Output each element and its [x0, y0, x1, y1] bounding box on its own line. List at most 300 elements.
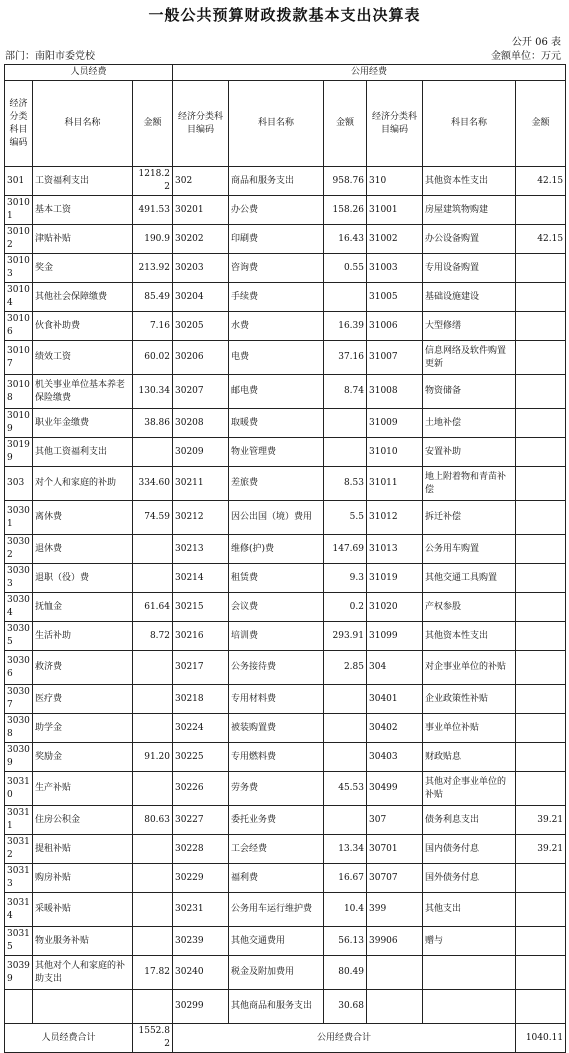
personnel-code-cell: 30109: [5, 409, 33, 438]
public-1-amount-cell: 37.16: [324, 341, 367, 375]
table-row: [5, 622, 566, 651]
table-row: [5, 438, 566, 467]
public-amount-header-1: 金额: [324, 81, 367, 167]
public-1-code-cell: 30209: [173, 438, 229, 467]
public-2-name-cell: 专用设备购置: [423, 254, 516, 283]
totals-row: [5, 1024, 566, 1053]
public-1-amount-cell: [324, 409, 367, 438]
personnel-code-cell: 30312: [5, 835, 33, 864]
public-2-code-cell: 31013: [367, 535, 423, 564]
personnel-name-cell: 住房公积金: [33, 806, 133, 835]
public-2-name-cell: 其他资本性支出: [423, 622, 516, 651]
personnel-amount-cell: 61.64: [133, 593, 173, 622]
public-2-name-cell: 对企事业单位的补贴: [423, 651, 516, 685]
personnel-name-cell: 其他社会保障缴费: [33, 283, 133, 312]
personnel-name-cell: 奖励金: [33, 743, 133, 772]
personnel-name-cell: 基本工资: [33, 196, 133, 225]
public-1-name-cell: 其他商品和服务支出: [229, 990, 324, 1024]
personnel-code-cell: 30304: [5, 593, 33, 622]
public-1-amount-cell: 13.34: [324, 835, 367, 864]
public-2-name-cell: 土地补偿: [423, 409, 516, 438]
personnel-amount-cell: 60.02: [133, 341, 173, 375]
public-1-amount-cell: 2.85: [324, 651, 367, 685]
public-2-name-cell: 赠与: [423, 927, 516, 956]
public-1-name-cell: 会议费: [229, 593, 324, 622]
personnel-name-cell: 提租补贴: [33, 835, 133, 864]
public-1-code-cell: 30207: [173, 375, 229, 409]
public-1-name-cell: 委托业务费: [229, 806, 324, 835]
personnel-code-cell: 30313: [5, 864, 33, 893]
public-2-amount-cell: [516, 438, 566, 467]
public-2-code-cell: 31007: [367, 341, 423, 375]
public-1-name-cell: 公务接待费: [229, 651, 324, 685]
personnel-code-cell: 30108: [5, 375, 33, 409]
public-1-code-cell: 30231: [173, 893, 229, 927]
form-number: 公开 06 表: [511, 37, 561, 48]
public-1-code-cell: 30299: [173, 990, 229, 1024]
public-2-code-cell: 31010: [367, 438, 423, 467]
personnel-code-cell: 30102: [5, 225, 33, 254]
table-row: [5, 409, 566, 438]
personnel-code-cell: 30107: [5, 341, 33, 375]
public-2-code-cell: 31019: [367, 564, 423, 593]
personnel-name-cell: 职业年金缴费: [33, 409, 133, 438]
amount-unit-label: 金额单位：万元: [491, 51, 561, 62]
personnel-name-cell: 助学金: [33, 714, 133, 743]
public-1-name-cell: 福利费: [229, 864, 324, 893]
public-2-code-cell: 30402: [367, 714, 423, 743]
public-2-name-cell: 物资储备: [423, 375, 516, 409]
personnel-name-cell: 绩效工资: [33, 341, 133, 375]
personnel-code-header: 经济分类科目编码: [5, 81, 33, 167]
personnel-name-cell: 购房补贴: [33, 864, 133, 893]
public-2-code-cell: 30499: [367, 772, 423, 806]
public-1-amount-cell: 5.5: [324, 501, 367, 535]
public-2-amount-cell: [516, 196, 566, 225]
public-2-name-cell: 房屋建筑物购建: [423, 196, 516, 225]
personnel-amount-cell: 213.92: [133, 254, 173, 283]
public-2-amount-cell: [516, 772, 566, 806]
personnel-amount-cell: 17.82: [133, 956, 173, 990]
personnel-name-cell: 奖金: [33, 254, 133, 283]
public-2-amount-cell: [516, 685, 566, 714]
personnel-amount-cell: [133, 535, 173, 564]
header-column-row: [5, 81, 566, 167]
public-1-code-cell: 302: [173, 167, 229, 196]
personnel-code-cell: 301: [5, 167, 33, 196]
table-row: [5, 772, 566, 806]
public-1-name-cell: 办公费: [229, 196, 324, 225]
public-2-code-cell: 304: [367, 651, 423, 685]
personnel-name-cell: 其他对个人和家庭的补助支出: [33, 956, 133, 990]
public-1-code-cell: 30216: [173, 622, 229, 651]
personnel-name-cell: 工资福利支出: [33, 167, 133, 196]
public-1-code-cell: 30204: [173, 283, 229, 312]
public-1-amount-cell: 16.43: [324, 225, 367, 254]
public-1-amount-cell: 147.69: [324, 535, 367, 564]
public-1-code-cell: 30229: [173, 864, 229, 893]
public-1-code-cell: 30239: [173, 927, 229, 956]
public-1-name-cell: 因公出国（境）费用: [229, 501, 324, 535]
personnel-code-cell: 30311: [5, 806, 33, 835]
public-1-code-cell: 30206: [173, 341, 229, 375]
report-title: 一般公共预算财政拨款基本支出决算表: [148, 6, 421, 24]
public-2-code-cell: 31006: [367, 312, 423, 341]
public-1-name-cell: 维修(护)费: [229, 535, 324, 564]
personnel-code-cell: 30307: [5, 685, 33, 714]
public-2-name-cell: 信息网络及软件购置更新: [423, 341, 516, 375]
personnel-amount-header: 金额: [133, 81, 173, 167]
public-1-amount-cell: 56.13: [324, 927, 367, 956]
public-1-name-cell: 培训费: [229, 622, 324, 651]
personnel-total-value: 1552.82: [133, 1024, 173, 1053]
public-total-value: 1040.11: [516, 1024, 566, 1053]
public-group-header: 公用经费: [173, 65, 566, 81]
personnel-amount-cell: [133, 864, 173, 893]
public-1-amount-cell: 80.49: [324, 956, 367, 990]
public-1-code-cell: 30211: [173, 467, 229, 501]
personnel-name-cell: 离休费: [33, 501, 133, 535]
public-1-name-cell: 印刷费: [229, 225, 324, 254]
public-1-name-cell: 物业管理费: [229, 438, 324, 467]
public-1-name-cell: 工会经费: [229, 835, 324, 864]
public-2-code-cell: 31002: [367, 225, 423, 254]
public-1-amount-cell: 30.68: [324, 990, 367, 1024]
public-1-code-cell: 30226: [173, 772, 229, 806]
public-2-amount-cell: [516, 409, 566, 438]
personnel-group-header: 人员经费: [5, 65, 173, 81]
table-row: [5, 535, 566, 564]
public-2-amount-cell: [516, 927, 566, 956]
public-1-amount-cell: [324, 685, 367, 714]
personnel-code-cell: 30106: [5, 312, 33, 341]
personnel-name-cell: 伙食补助费: [33, 312, 133, 341]
public-total-label: 公用经费合计: [173, 1024, 516, 1053]
public-2-amount-cell: 42.15: [516, 225, 566, 254]
public-2-amount-cell: 39.21: [516, 835, 566, 864]
public-2-name-cell: 地上附着物和青苗补偿: [423, 467, 516, 501]
public-name-header-2: 科目名称: [423, 81, 516, 167]
personnel-amount-cell: 8.72: [133, 622, 173, 651]
personnel-amount-cell: [133, 772, 173, 806]
public-1-name-cell: 其他交通费用: [229, 927, 324, 956]
personnel-name-cell: 退休费: [33, 535, 133, 564]
personnel-name-header: 科目名称: [33, 81, 133, 167]
public-2-code-cell: 39906: [367, 927, 423, 956]
public-1-code-cell: 30213: [173, 535, 229, 564]
public-2-amount-cell: 39.21: [516, 806, 566, 835]
personnel-name-cell: 救济费: [33, 651, 133, 685]
table-row: [5, 312, 566, 341]
public-2-code-cell: 310: [367, 167, 423, 196]
personnel-code-cell: 30309: [5, 743, 33, 772]
public-1-code-cell: 30240: [173, 956, 229, 990]
personnel-code-cell: 30303: [5, 564, 33, 593]
public-1-name-cell: 专用燃料费: [229, 743, 324, 772]
public-2-amount-cell: [516, 714, 566, 743]
public-2-code-cell: 30707: [367, 864, 423, 893]
public-code-header-2: 经济分类科目编码: [367, 81, 423, 167]
personnel-code-cell: 30301: [5, 501, 33, 535]
header-group-row: [5, 65, 566, 81]
public-2-amount-cell: 42.15: [516, 167, 566, 196]
public-2-amount-cell: [516, 254, 566, 283]
public-2-amount-cell: [516, 956, 566, 990]
public-2-code-cell: 399: [367, 893, 423, 927]
public-1-code-cell: 30202: [173, 225, 229, 254]
personnel-name-cell: 对个人和家庭的补助: [33, 467, 133, 501]
table-row: [5, 564, 566, 593]
public-2-amount-cell: [516, 283, 566, 312]
public-2-name-cell: 财政贴息: [423, 743, 516, 772]
personnel-amount-cell: 85.49: [133, 283, 173, 312]
public-2-name-cell: 国外债务付息: [423, 864, 516, 893]
public-1-name-cell: 电费: [229, 341, 324, 375]
public-1-name-cell: 税金及附加费用: [229, 956, 324, 990]
public-1-name-cell: 商品和服务支出: [229, 167, 324, 196]
public-1-amount-cell: 958.76: [324, 167, 367, 196]
public-2-code-cell: 31020: [367, 593, 423, 622]
public-amount-header-2: 金额: [516, 81, 566, 167]
personnel-amount-cell: 1218.22: [133, 167, 173, 196]
table-row: [5, 927, 566, 956]
personnel-amount-cell: [133, 685, 173, 714]
personnel-amount-cell: [133, 564, 173, 593]
public-1-name-cell: 水费: [229, 312, 324, 341]
public-2-code-cell: 31003: [367, 254, 423, 283]
public-1-code-cell: 30218: [173, 685, 229, 714]
personnel-amount-cell: [133, 893, 173, 927]
public-2-code-cell: 31009: [367, 409, 423, 438]
table-row: [5, 167, 566, 196]
public-code-header-1: 经济分类科目编码: [173, 81, 229, 167]
public-1-amount-cell: 10.4: [324, 893, 367, 927]
public-2-name-cell: 基础设施建设: [423, 283, 516, 312]
personnel-code-cell: 30310: [5, 772, 33, 806]
public-1-name-cell: 差旅费: [229, 467, 324, 501]
public-2-code-cell: 30701: [367, 835, 423, 864]
personnel-amount-cell: 7.16: [133, 312, 173, 341]
personnel-total-label: 人员经费合计: [5, 1024, 133, 1053]
public-1-code-cell: 30228: [173, 835, 229, 864]
public-2-code-cell: 31008: [367, 375, 423, 409]
public-2-amount-cell: [516, 375, 566, 409]
table-row: [5, 651, 566, 685]
public-2-code-cell: 31001: [367, 196, 423, 225]
public-2-code-cell: [367, 956, 423, 990]
public-2-amount-cell: [516, 312, 566, 341]
public-2-amount-cell: [516, 564, 566, 593]
table-row: [5, 743, 566, 772]
table-row: [5, 864, 566, 893]
public-1-code-cell: 30224: [173, 714, 229, 743]
personnel-amount-cell: [133, 714, 173, 743]
public-2-amount-cell: [516, 501, 566, 535]
personnel-name-cell: 机关事业单位基本养老保险缴费: [33, 375, 133, 409]
public-2-name-cell: 其他支出: [423, 893, 516, 927]
table-row: [5, 225, 566, 254]
public-2-code-cell: 307: [367, 806, 423, 835]
table-row: [5, 341, 566, 375]
public-2-name-cell: 事业单位补贴: [423, 714, 516, 743]
public-1-name-cell: 咨询费: [229, 254, 324, 283]
table-row: [5, 501, 566, 535]
public-1-code-cell: 30212: [173, 501, 229, 535]
public-1-name-cell: 手续费: [229, 283, 324, 312]
personnel-amount-cell: [133, 651, 173, 685]
public-2-code-cell: 31012: [367, 501, 423, 535]
table-body: [5, 167, 566, 1024]
public-2-name-cell: 企业政策性补贴: [423, 685, 516, 714]
public-2-amount-cell: [516, 743, 566, 772]
personnel-code-cell: 30103: [5, 254, 33, 283]
personnel-code-cell: 30308: [5, 714, 33, 743]
personnel-amount-cell: 491.53: [133, 196, 173, 225]
personnel-amount-cell: 91.20: [133, 743, 173, 772]
personnel-name-cell: 物业服务补贴: [33, 927, 133, 956]
public-1-amount-cell: 16.67: [324, 864, 367, 893]
public-2-name-cell: 办公设备购置: [423, 225, 516, 254]
public-2-amount-cell: [516, 893, 566, 927]
table-row: [5, 375, 566, 409]
public-1-amount-cell: 293.91: [324, 622, 367, 651]
table-row: [5, 990, 566, 1024]
public-1-amount-cell: 9.3: [324, 564, 367, 593]
public-2-name-cell: 其他资本性支出: [423, 167, 516, 196]
personnel-amount-cell: 80.63: [133, 806, 173, 835]
personnel-name-cell: 医疗费: [33, 685, 133, 714]
personnel-code-cell: 30399: [5, 956, 33, 990]
personnel-amount-cell: [133, 438, 173, 467]
table-row: [5, 283, 566, 312]
personnel-code-cell: 30315: [5, 927, 33, 956]
public-1-code-cell: 30203: [173, 254, 229, 283]
public-2-name-cell: [423, 990, 516, 1024]
public-1-amount-cell: 8.74: [324, 375, 367, 409]
public-1-amount-cell: [324, 714, 367, 743]
public-1-code-cell: 30205: [173, 312, 229, 341]
personnel-code-cell: 303: [5, 467, 33, 501]
public-2-amount-cell: [516, 622, 566, 651]
personnel-amount-cell: [133, 835, 173, 864]
personnel-code-cell: [5, 990, 33, 1024]
public-2-amount-cell: [516, 341, 566, 375]
personnel-amount-cell: 38.86: [133, 409, 173, 438]
personnel-name-cell: 津贴补贴: [33, 225, 133, 254]
public-1-name-cell: 劳务费: [229, 772, 324, 806]
public-2-amount-cell: [516, 990, 566, 1024]
public-2-code-cell: 30403: [367, 743, 423, 772]
table-row: [5, 254, 566, 283]
public-1-amount-cell: [324, 743, 367, 772]
public-2-name-cell: 其他交通工具购置: [423, 564, 516, 593]
personnel-code-cell: 30306: [5, 651, 33, 685]
public-1-amount-cell: 16.39: [324, 312, 367, 341]
personnel-amount-cell: [133, 990, 173, 1024]
public-1-amount-cell: 0.2: [324, 593, 367, 622]
personnel-name-cell: 其他工资福利支出: [33, 438, 133, 467]
personnel-name-cell: 退职（役）费: [33, 564, 133, 593]
public-2-code-cell: [367, 990, 423, 1024]
public-1-amount-cell: 45.53: [324, 772, 367, 806]
public-2-name-cell: 债务利息支出: [423, 806, 516, 835]
public-2-name-cell: 安置补助: [423, 438, 516, 467]
public-1-amount-cell: 8.53: [324, 467, 367, 501]
public-2-amount-cell: [516, 651, 566, 685]
public-1-code-cell: 30217: [173, 651, 229, 685]
public-1-name-cell: 公务用车运行维护费: [229, 893, 324, 927]
public-1-amount-cell: 0.55: [324, 254, 367, 283]
table-row: [5, 893, 566, 927]
public-1-code-cell: 30214: [173, 564, 229, 593]
public-1-code-cell: 30215: [173, 593, 229, 622]
public-1-code-cell: 30208: [173, 409, 229, 438]
personnel-name-cell: 抚恤金: [33, 593, 133, 622]
personnel-code-cell: 30101: [5, 196, 33, 225]
personnel-amount-cell: 74.59: [133, 501, 173, 535]
table-row: [5, 467, 566, 501]
expenditure-table: [4, 64, 566, 1053]
personnel-amount-cell: 334.60: [133, 467, 173, 501]
public-1-name-cell: 取暖费: [229, 409, 324, 438]
public-1-code-cell: 30201: [173, 196, 229, 225]
personnel-code-cell: 30104: [5, 283, 33, 312]
table-row: [5, 806, 566, 835]
table-row: [5, 714, 566, 743]
public-2-name-cell: 公务用车购置: [423, 535, 516, 564]
department-label: 部门：南阳市委党校: [5, 51, 95, 62]
table-row: [5, 685, 566, 714]
personnel-name-cell: 生活补助: [33, 622, 133, 651]
table-row: [5, 593, 566, 622]
table-row: [5, 835, 566, 864]
public-2-name-cell: [423, 956, 516, 990]
public-1-code-cell: 30225: [173, 743, 229, 772]
public-2-name-cell: 产权参股: [423, 593, 516, 622]
public-2-amount-cell: [516, 593, 566, 622]
personnel-code-cell: 30314: [5, 893, 33, 927]
personnel-code-cell: 30305: [5, 622, 33, 651]
public-1-name-cell: 被装购置费: [229, 714, 324, 743]
personnel-name-cell: 生产补贴: [33, 772, 133, 806]
public-1-amount-cell: 158.26: [324, 196, 367, 225]
public-2-name-cell: 其他对企事业单位的补贴: [423, 772, 516, 806]
personnel-code-cell: 30199: [5, 438, 33, 467]
personnel-name-cell: [33, 990, 133, 1024]
public-1-name-cell: 专用材料费: [229, 685, 324, 714]
public-2-name-cell: 大型修缮: [423, 312, 516, 341]
personnel-amount-cell: [133, 927, 173, 956]
public-1-code-cell: 30227: [173, 806, 229, 835]
public-2-name-cell: 国内债务付息: [423, 835, 516, 864]
public-1-amount-cell: [324, 438, 367, 467]
public-2-code-cell: 31099: [367, 622, 423, 651]
public-2-code-cell: 30401: [367, 685, 423, 714]
public-1-name-cell: 邮电费: [229, 375, 324, 409]
personnel-amount-cell: 190.9: [133, 225, 173, 254]
public-2-amount-cell: [516, 864, 566, 893]
public-2-amount-cell: [516, 467, 566, 501]
public-1-amount-cell: [324, 806, 367, 835]
public-2-code-cell: 31011: [367, 467, 423, 501]
public-name-header-1: 科目名称: [229, 81, 324, 167]
public-2-amount-cell: [516, 535, 566, 564]
personnel-code-cell: 30302: [5, 535, 33, 564]
public-2-name-cell: 拆迁补偿: [423, 501, 516, 535]
public-2-code-cell: 31005: [367, 283, 423, 312]
public-1-name-cell: 租赁费: [229, 564, 324, 593]
personnel-amount-cell: 130.34: [133, 375, 173, 409]
